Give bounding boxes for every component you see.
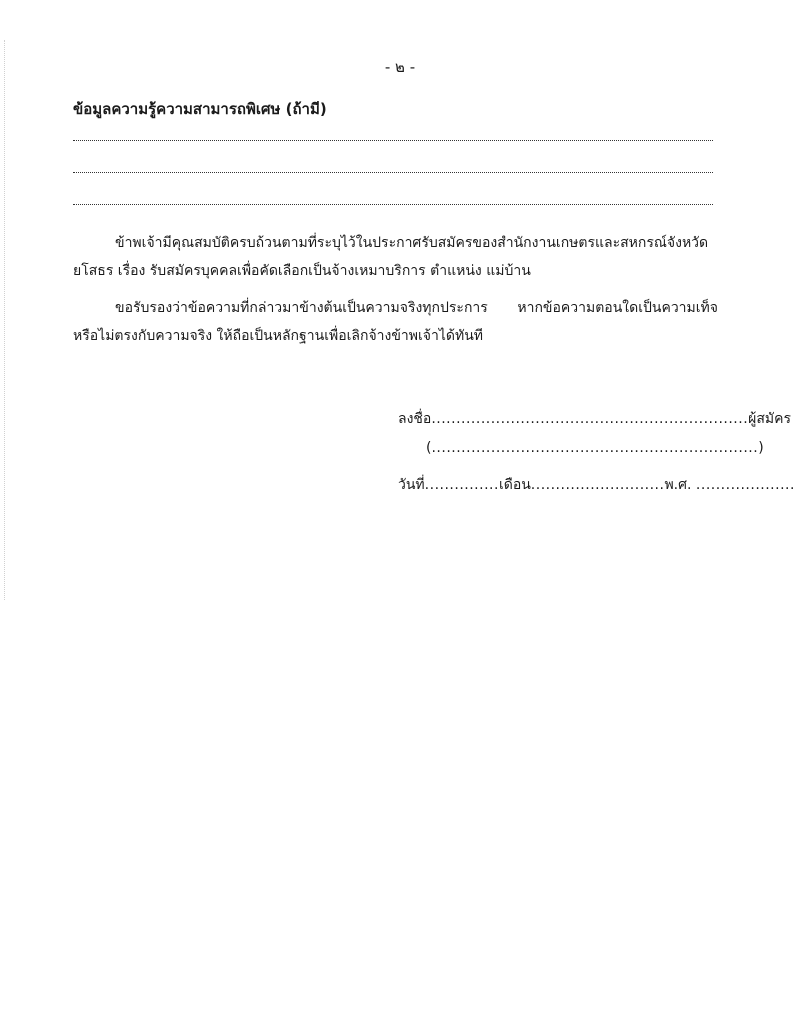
date-dots: ............... <box>424 477 499 493</box>
name-close-paren: ) <box>758 440 764 456</box>
date-line <box>398 474 795 496</box>
printed-name-line <box>426 440 764 456</box>
qualification-text: ข้าพเจ้ามีคุณสมบัติครบถ้วนตามที่ระบุไว้ในประกาศรับสมัครของสำนักงานเกษตรและสหกรณ์จังหวัดยโสธร เรื่อง รับสมัครบุคคลเพื่อคัดเลือกเป็นจ้างเหมาบริการ ตำแหน่ง แม่บ้าน <box>73 235 709 279</box>
name-dots: .................................................................. <box>431 440 759 456</box>
year-label: พ.ศ. <box>664 477 692 493</box>
certification-statement <box>73 294 718 350</box>
certification-text: ขอรับรองว่าข้อความที่กล่าวมาข้างต้นเป็นความจริงทุกประการ หากข้อความตอนใดเป็นความเท็จหรือไม่ตรงกับความจริง ให้ถือเป็นหลักฐานเพื่อเลิกจ้างข้าพเจ้าได้ทันที <box>73 300 718 344</box>
answer-line-2 <box>73 172 713 173</box>
qualification-statement <box>73 229 718 285</box>
month-label: เดือน <box>498 477 531 493</box>
sign-label: ลงชื่อ <box>398 411 432 427</box>
answer-line-1 <box>73 140 713 141</box>
date-label: วันที่ <box>398 477 425 493</box>
signature-line <box>398 408 791 430</box>
year-dots: .................... <box>695 477 795 493</box>
name-open-paren: ( <box>426 440 432 456</box>
sign-dots: ................................................................ <box>431 411 749 427</box>
applicant-label: ผู้สมัคร <box>748 411 792 427</box>
scan-margin-mark <box>4 40 6 600</box>
section-heading: ข้อมูลความรู้ความสามารถพิเศษ (ถ้ามี) <box>73 100 327 118</box>
month-dots: ........................... <box>530 477 665 493</box>
answer-line-3 <box>73 204 713 205</box>
page-number: - ๒ - <box>384 58 416 76</box>
